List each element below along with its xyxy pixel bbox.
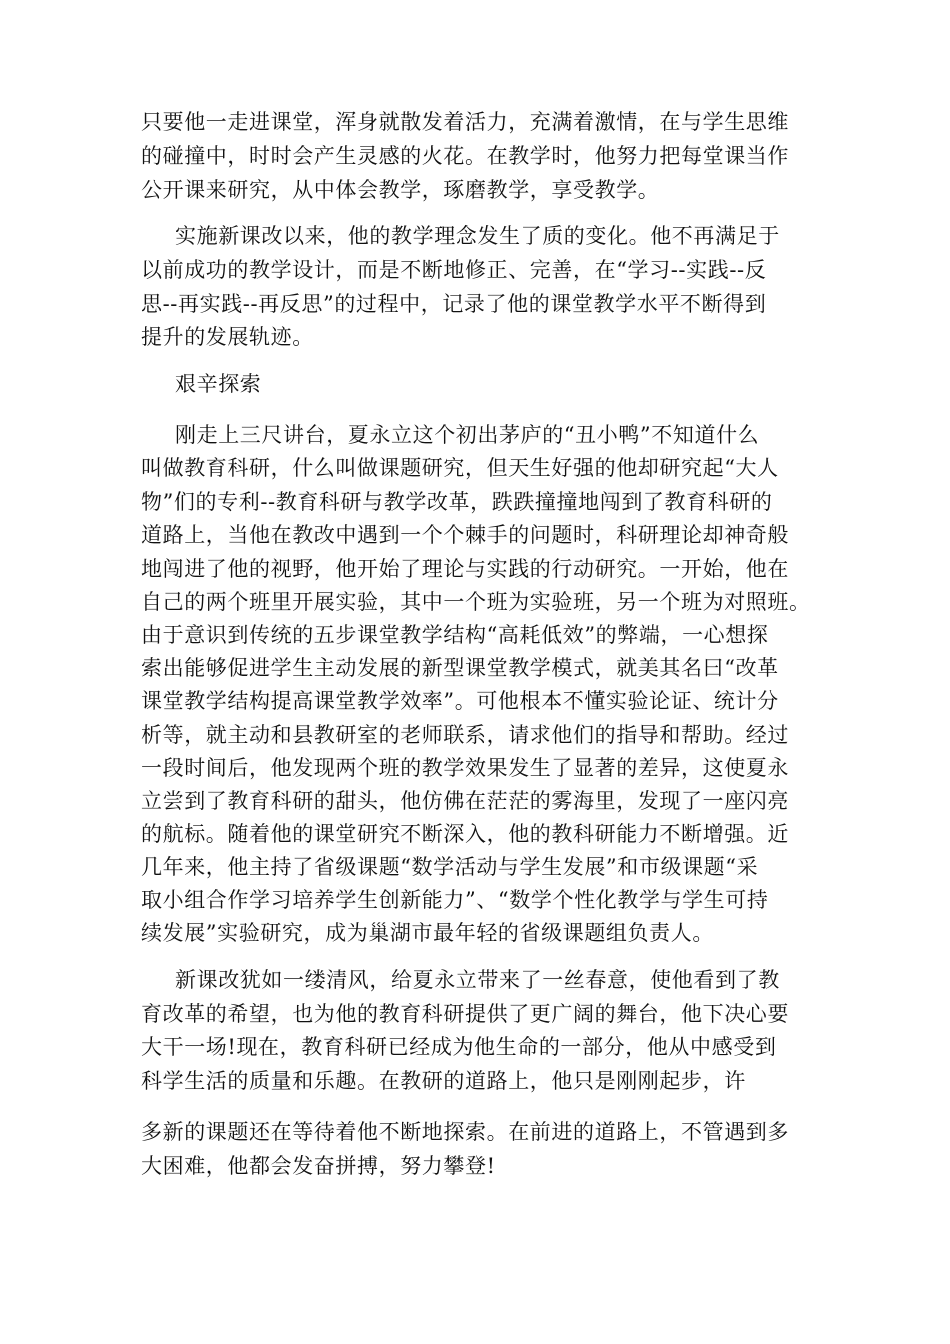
text-line: 课堂教学结构提高课堂教学效率”。可他根本不懂实验论证、统计分 bbox=[141, 689, 779, 713]
text-line: 叫做教育科研，什么叫做课题研究，但天生好强的他却研究起“大人 bbox=[141, 456, 779, 480]
text-line: 的碰撞中，时时会产生灵感的火花。在教学时，他努力把每堂课当作 bbox=[141, 144, 789, 168]
text-line: 析等，就主动和县教研室的老师联系，请求他们的指导和帮助。经过 bbox=[141, 723, 789, 747]
text-line: 实施新课改以来，他的教学理念发生了质的变化。他不再满足于 bbox=[175, 224, 780, 248]
section-heading: 艰辛探索 bbox=[175, 372, 262, 396]
text-line: 只要他一走进课堂，浑身就散发着活力，充满着激情，在与学生思维 bbox=[141, 110, 789, 134]
text-line: 地闯进了他的视野，他开始了理论与实践的行动研究。一开始，他在 bbox=[141, 557, 789, 581]
text-line: 道路上，当他在教改中遇到一个个棘手的问题时，科研理论却神奇般 bbox=[141, 523, 789, 547]
text-line: 续发展”实验研究，成为巢湖市最年轻的省级课题组负责人。 bbox=[141, 921, 714, 945]
text-line: 自己的两个班里开展实验，其中一个班为实验班，另一个班为对照班。 bbox=[141, 590, 811, 614]
text-line: 一段时间后，他发现两个班的教学效果发生了显著的差异，这使夏永 bbox=[141, 756, 789, 780]
text-line: 公开课来研究，从中体会教学，琢磨教学，享受教学。 bbox=[141, 178, 660, 202]
text-line: 多新的课题还在等待着他不断地探索。在前进的道路上，不管遇到多 bbox=[141, 1120, 789, 1144]
text-line: 几年来，他主持了省级课题“数学活动与学生发展”和市级课题“采 bbox=[141, 855, 759, 879]
text-line: 的航标。随着他的课堂研究不断深入，他的教科研能力不断增强。近 bbox=[141, 822, 789, 846]
text-line: 由于意识到传统的五步课堂教学结构“高耗低效”的弊端，一心想探 bbox=[141, 623, 769, 647]
text-line: 育改革的希望，也为他的教育科研提供了更广阔的舞台，他下决心要 bbox=[141, 1002, 789, 1026]
text-line: 科学生活的质量和乐趣。在教研的道路上，他只是刚刚起步，许 bbox=[141, 1069, 746, 1093]
text-line: 大干一场!现在，教育科研已经成为他生命的一部分，他从中感受到 bbox=[141, 1035, 777, 1059]
text-line: 思--再实践--再反思”的过程中，记录了他的课堂教学水平不断得到 bbox=[141, 292, 767, 316]
text-line: 以前成功的教学设计，而是不断地修正、完善，在“学习--实践--反 bbox=[141, 258, 767, 282]
text-line: 取小组合作学习培养学生创新能力”、“数学个性化教学与学生可持 bbox=[141, 888, 769, 912]
text-line: 新课改犹如一缕清风，给夏永立带来了一丝春意，使他看到了教 bbox=[175, 968, 780, 992]
text-line: 大困难，他都会发奋拼搏，努力攀登! bbox=[141, 1154, 496, 1178]
text-line: 物”们的专利--教育科研与教学改革，跌跌撞撞地闯到了教育科研的 bbox=[141, 490, 773, 514]
text-line: 提升的发展轨迹。 bbox=[141, 325, 314, 349]
text-line: 刚走上三尺讲台，夏永立这个初出茅庐的“丑小鸭”不知道什么 bbox=[175, 423, 760, 447]
text-line: 索出能够促进学生主动发展的新型课堂教学模式，就美其名曰“改革 bbox=[141, 656, 779, 680]
text-line: 立尝到了教育科研的甜头，他仿佛在茫茫的雾海里，发现了一座闪亮 bbox=[141, 789, 789, 813]
